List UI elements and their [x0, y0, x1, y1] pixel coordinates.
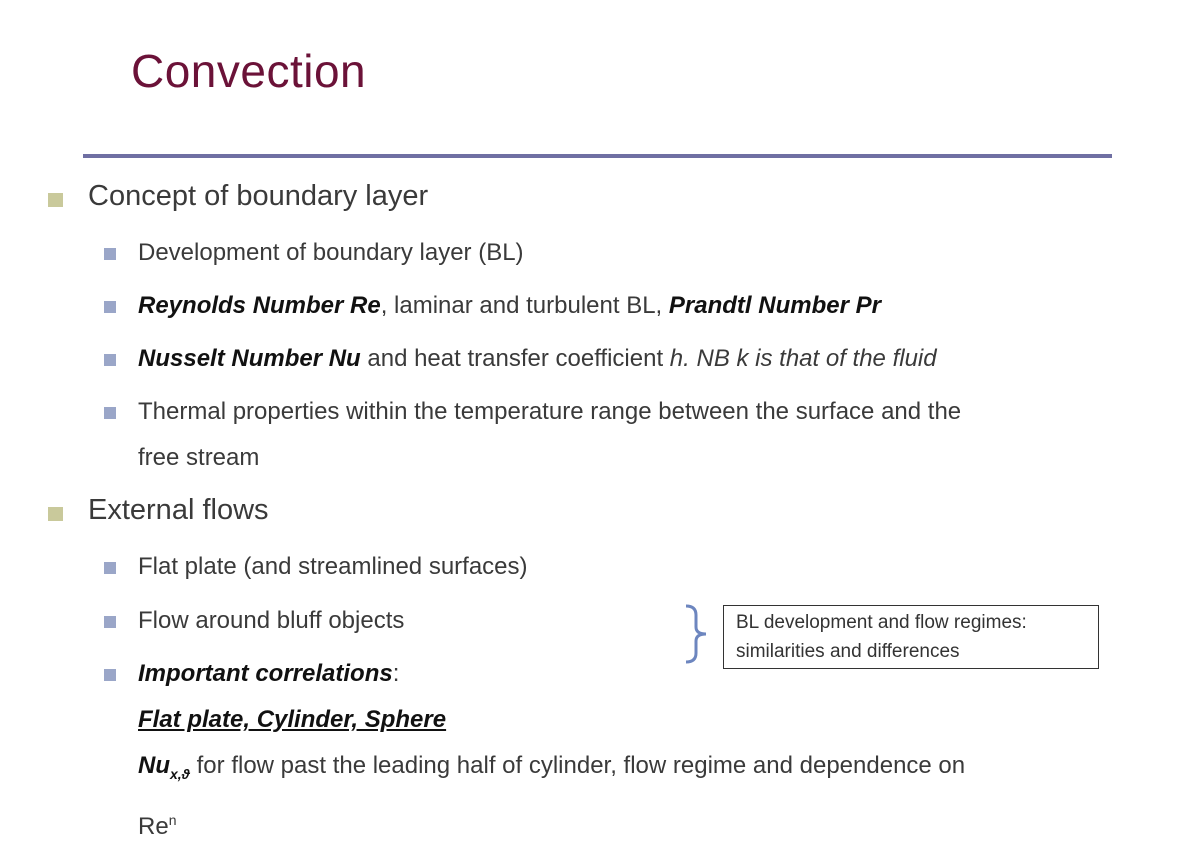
section-heading: External flows [88, 494, 269, 526]
re-superscript: n [168, 811, 177, 828]
text: : [392, 660, 400, 687]
list-item: Flat plate (and streamlined surfaces) [138, 553, 528, 580]
list-item: Flow around bluff objects [138, 607, 405, 634]
text: for flow past the leading half of cylinder, flow regime and dependence on [189, 752, 966, 779]
page-title: Convection [131, 45, 367, 97]
bullet-square [104, 354, 116, 366]
note: h. NB k is that of the fluid [669, 345, 937, 372]
term-re: Re [138, 812, 169, 840]
callout-line: BL development and flow regimes: [736, 612, 1027, 633]
list-item [138, 336, 937, 382]
term-nu: Nu [138, 752, 170, 779]
text: free stream [138, 444, 260, 471]
callout-line: similarities and differences [736, 641, 960, 662]
term-nusselt: Nusselt Number Nu [138, 345, 361, 372]
bullet-square [104, 562, 116, 574]
nu-subscript: x,ϑ [170, 765, 190, 782]
bullet-square [48, 507, 63, 521]
bullet-square [104, 616, 116, 628]
text: and heat transfer coefficient [360, 345, 670, 372]
list-item: Development of boundary layer (BL) [138, 239, 524, 266]
right-brace-icon [680, 603, 716, 665]
term-correlations: Important correlations [138, 660, 393, 687]
correlation-list: Flat plate, Cylinder, Sphere [138, 706, 447, 733]
bullet-square [104, 301, 116, 313]
section-heading: Concept of boundary layer [88, 180, 429, 212]
term-reynolds: Reynolds Number Re [138, 292, 381, 319]
list-item [138, 651, 965, 850]
bullet-square [104, 669, 116, 681]
term-prandtl: Prandtl Number Pr [668, 292, 881, 319]
bullet-square [48, 193, 63, 207]
list-item [138, 283, 881, 329]
bullet-square [104, 407, 116, 419]
text: Thermal properties within the temperature range between the surface and the [138, 398, 962, 425]
title-underline [83, 154, 1112, 158]
callout-box [723, 605, 1099, 669]
text: , laminar and turbulent BL, [380, 292, 669, 319]
bullet-square [104, 248, 116, 260]
list-item [138, 389, 961, 481]
